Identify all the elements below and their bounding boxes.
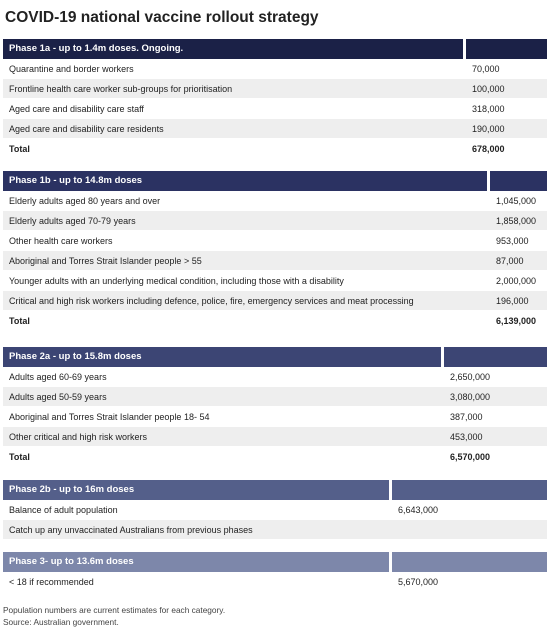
table-row: Elderly adults aged 70-79 years 1,858,000	[3, 211, 547, 231]
phase-title: Phase 2a - up to 15.8m doses	[3, 347, 441, 367]
phase-3-table	[3, 552, 547, 592]
phase-header	[3, 171, 547, 191]
table-row: < 18 if recommended 5,670,000	[3, 572, 547, 592]
table-row: Balance of adult population 6,643,000	[3, 500, 547, 520]
table-row: Adults aged 50-59 years 3,080,000	[3, 387, 547, 407]
table-row: Younger adults with an underlying medical condition, including those with a disability 2,000,000	[3, 271, 547, 291]
table-row: Frontline health care worker sub-groups for prioritisation 100,000	[3, 79, 547, 99]
phase-title: Phase 1a - up to 1.4m doses. Ongoing.	[3, 39, 463, 59]
phase-title: Phase 1b - up to 14.8m doses	[3, 171, 487, 191]
phase-2b-table	[3, 480, 547, 540]
table-row: Catch up any unvaccinated Australians from previous phases	[3, 520, 547, 540]
phase-2a-table	[3, 347, 547, 467]
footnote: Population numbers are current estimates for each category.	[3, 605, 226, 615]
page-title: COVID-19 national vaccine rollout strategy	[5, 9, 319, 26]
phase-title: Phase 2b - up to 16m doses	[3, 480, 389, 500]
table-row: Critical and high risk workers including defence, police, fire, emergency services and meat processing 196,000	[3, 291, 547, 311]
table-row: Aged care and disability care staff 318,000	[3, 99, 547, 119]
table-row: Adults aged 60-69 years 2,650,000	[3, 367, 547, 387]
phase-1b-table	[3, 171, 547, 331]
phase-title: Phase 3- up to 13.6m doses	[3, 552, 389, 572]
phase-header	[3, 552, 547, 572]
table-row: Elderly adults aged 80 years and over 1,045,000	[3, 191, 547, 211]
total-row: Total 6,570,000	[3, 447, 547, 467]
total-row: Total 6,139,000	[3, 311, 547, 331]
table-row: Quarantine and border workers 70,000	[3, 59, 547, 79]
table-row: Aboriginal and Torres Strait Islander people > 55 87,000	[3, 251, 547, 271]
table-row: Other critical and high risk workers 453,000	[3, 427, 547, 447]
total-row: Total 678,000	[3, 139, 547, 159]
table-row: Aged care and disability care residents 190,000	[3, 119, 547, 139]
source-note: Source: Australian government.	[3, 617, 119, 627]
phase-1a-table	[3, 39, 547, 159]
phase-header	[3, 39, 547, 59]
table-row: Aboriginal and Torres Strait Islander people 18- 54 387,000	[3, 407, 547, 427]
phase-header	[3, 347, 547, 367]
phase-header	[3, 480, 547, 500]
table-row: Other health care workers 953,000	[3, 231, 547, 251]
